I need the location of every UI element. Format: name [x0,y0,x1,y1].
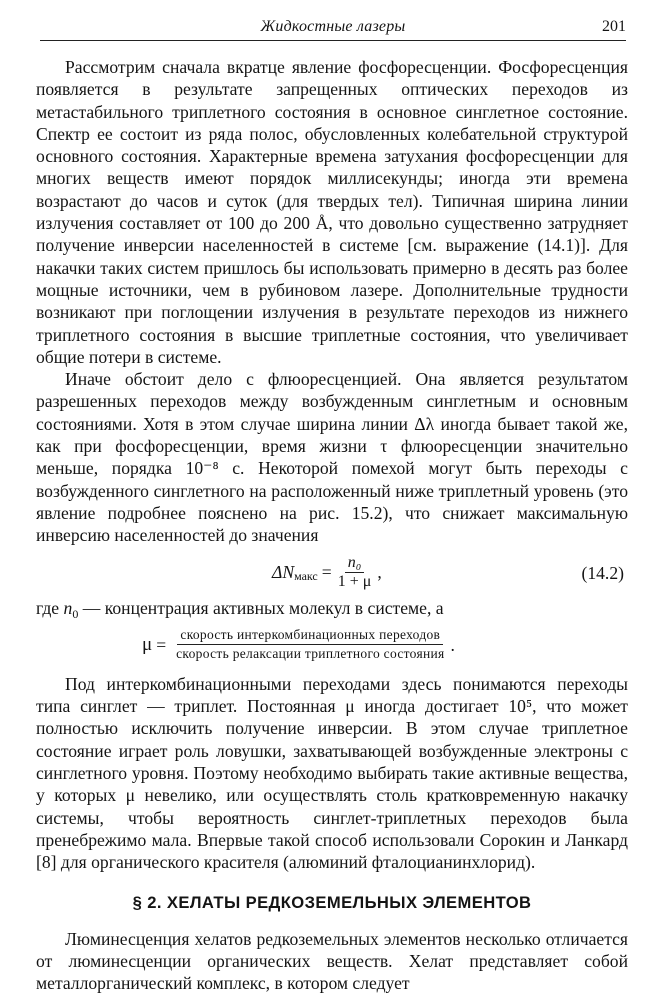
mu-equals: = [156,634,167,655]
running-title: Жидкостные лазеры [260,18,406,35]
equation-number: (14.2) [581,562,624,583]
equation-mu [36,623,628,667]
page-number: 201 [602,18,626,35]
mu-lhs: μ [142,633,153,655]
paragraph-fluorescence: Иначе обстоит дело с флюоресценцией. Она является результатом разрешенных переходов между возбужденным синглетным и основным состояниями. Хотя в этом случае ширина линии Δλ иногда бывает такой же, как при фосфоресценции, время жизни τ флюоресценции значительно меньше, порядка 10⁻⁸ с. Некоторой помехой могут быть переходы с возбужденного синглетного на расположенный ниже триплетный уровень (это явление подробнее пояснено на рис. 15.2), что снижает максимальную инверсию населенностей до значения [36,369,628,546]
equation-mu-formula [142,623,455,667]
page-header [40,18,626,41]
mu-denominator: скорость релаксации триплетного состояния [176,646,445,662]
eq-denominator: 1 + μ [337,573,372,591]
paragraph-chelates: Люминесценция хелатов редкоземельных элементов несколько отличается от люминесценции органических веществ. Хелат представляет собой металлорганический комплекс, в котором следует [36,928,628,994]
equation-14-2-formula [272,553,382,593]
n0-subscript: 0 [72,606,79,621]
where-lead: где [36,597,60,618]
paragraph-where-n0 [36,597,628,621]
mu-numerator: скорость интеркомбинационных переходов [177,626,443,645]
eq-trailing: , [377,562,382,583]
eq-numerator: n₀ [345,554,365,573]
paragraph-intercombination: Под интеркомбинационными переходами здесь понимаются переходы типа синглет — триплет. Постоянная μ иногда достигает 10⁵, что может полностью исключить получение инверсии. В этом случае триплетное состояние играет роль ловушки, захватывающей возбужденные электроны с синглетного уровня. Поэтому необходимо выбирать такие активные вещества, у которых μ невелико, или осуществлять столь кратковременную накачку системы, чтобы вероятность синглет-триплетных переходов была пренебрежимо мала. Впервые такой способ использовали Сорокин и Ланкард [8] для органического красителя (алюминий фталоцианинхлорид). [36,673,628,873]
mu-trailing: . [450,634,455,655]
n0-symbol: n [63,597,73,618]
eq-lhs: ΔN [272,562,295,583]
eq-fraction [335,554,375,591]
eq-lhs-subscript: макс [294,569,318,584]
mu-fraction [173,626,447,663]
section-title: § 2. ХЕЛАТЫ РЕДКОЗЕМЕЛЬНЫХ ЭЛЕМЕНТОВ [132,892,532,912]
page-body [36,56,628,995]
eq-equals: = [321,562,332,583]
paragraph-phosphorescence: Рассмотрим сначала вкратце явление фосфоресценции. Фосфоресценция появляется в результате запрещенных оптических переходов из метастабильного триплетного состояния в основное синглетное состояние. Спектр ее состоит из ряда полос, обусловленных колебательной структурой основного состояния. Характерные времена затухания фосфоресценции для многих веществ имеют порядок миллисекунды; иногда эти времена возрастают до часов и суток (для твердых тел). Типичная ширина линии излучения составляет от 100 до 200 Å, что довольно существенно затрудняет получение инверсии населенностей в системе [см. выражение (14.1)]. Для накачки таких систем пришлось бы использовать примерно в десять раз более мощные источники, чем в рубиновом лазере. Дополнительные трудности возникают при поглощении излучения в результате переходов из нижнего триплетного состояния в высшие триплетные состояния, что увеличивает общие потери в системе. [36,57,628,367]
where-tail: — концентрация активных молекул в системе, а [82,597,444,618]
equation-14-2 [36,553,628,593]
